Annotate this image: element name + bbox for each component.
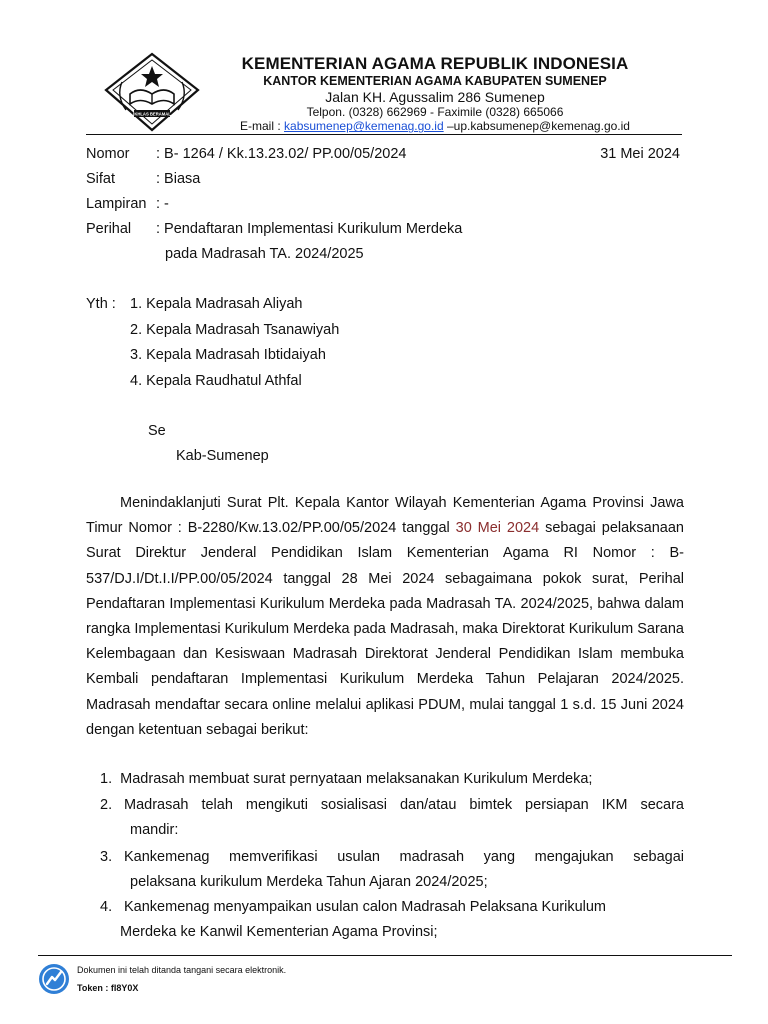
nomor-value: : B- 1264 / Kk.13.23.02/ PP.00/05/2024 bbox=[156, 146, 407, 162]
recipient-item: 4. Kepala Raudhatul Athfal bbox=[130, 373, 302, 389]
provision-item bbox=[100, 767, 684, 792]
perihal-value-2: pada Madrasah TA. 2024/2025 bbox=[165, 246, 364, 262]
provision-item bbox=[100, 845, 684, 895]
perihal-label: Perihal bbox=[86, 221, 132, 237]
recipient-item: 3. Kepala Madrasah Ibtidaiyah bbox=[130, 347, 326, 363]
provision-text-cont: mandir: bbox=[130, 822, 179, 839]
recipients-se: Se bbox=[148, 423, 166, 439]
letterhead-email bbox=[215, 119, 655, 133]
svg-text:IKHLAS BERAMAL: IKHLAS BERAMAL bbox=[133, 111, 171, 117]
provision-number: 1. bbox=[100, 771, 113, 787]
recipients-label: Yth : bbox=[86, 296, 116, 312]
letterhead-subtitle: KANTOR KEMENTERIAN AGAMA KABUPATEN SUMENEP bbox=[263, 74, 607, 89]
meta-nomor bbox=[86, 146, 406, 162]
meta-sifat bbox=[86, 171, 200, 187]
provision-item bbox=[100, 895, 684, 945]
lampiran-value: : - bbox=[156, 196, 169, 212]
recipient-item: 2. Kepala Madrasah Tsanawiyah bbox=[130, 322, 340, 338]
letterhead-divider bbox=[86, 134, 682, 135]
provision-text: Kankemenag memverifikasi usulan madrasah yang mengajukan sebagai bbox=[124, 849, 684, 865]
sifat-value: : Biasa bbox=[156, 171, 201, 187]
email-label: E-mail : bbox=[240, 119, 285, 134]
lampiran-label: Lampiran bbox=[86, 196, 147, 212]
body-highlight-date: 30 Mei 2024 bbox=[455, 520, 540, 537]
provision-number: 2. bbox=[100, 797, 113, 813]
provision-text-cont: pelaksana kurikulum Merdeka Tahun Ajaran 2024/2025; bbox=[130, 874, 488, 891]
body-paragraph bbox=[86, 491, 684, 743]
email-link[interactable]: kabsumenep@kemenag.go.id bbox=[284, 119, 444, 134]
letterhead-title: KEMENTERIAN AGAMA REPUBLIK INDONESIA bbox=[241, 54, 629, 73]
letterhead-phone: Telpon. (0328) 662969 - Faximile (0328) 665066 bbox=[306, 105, 564, 120]
ministry-logo bbox=[102, 52, 202, 132]
provision-text: Kankemenag menyampaikan usulan calon Madrasah Pelaksana Kurikulum bbox=[124, 899, 606, 915]
letter-date: 31 Mei 2024 bbox=[600, 146, 680, 162]
provision-text: Madrasah membuat surat pernyataan melaksanakan Kurikulum Merdeka; bbox=[120, 771, 593, 787]
letterhead-address: Jalan KH. Agussalim 286 Sumenep bbox=[325, 88, 545, 105]
provision-number: 3. bbox=[100, 849, 113, 865]
email-rest: –up.kabsumenep@kemenag.go.id bbox=[443, 119, 630, 134]
provision-number: 4. bbox=[100, 899, 113, 915]
provision-text: Madrasah telah mengikuti sosialisasi dan/atau bimtek persiapan IKM secara bbox=[124, 797, 684, 813]
provision-item bbox=[100, 793, 684, 843]
letterhead bbox=[215, 54, 655, 134]
footer-divider bbox=[38, 955, 732, 956]
provision-text-cont: Merdeka ke Kanwil Kementerian Agama Provinsi; bbox=[120, 924, 438, 941]
nomor-label: Nomor bbox=[86, 146, 130, 162]
meta-lampiran bbox=[86, 196, 169, 212]
sifat-label: Sifat bbox=[86, 171, 116, 187]
recipient-item: 1. Kepala Madrasah Aliyah bbox=[130, 296, 303, 312]
body-part-1: Menindaklanjuti Surat Plt. Kepala Kantor Wilayah Kementerian Agama Provinsi Jawa Timur Nomor : B-2280/Kw.13.02/PP.00/05/2024 tanggal bbox=[86, 495, 684, 537]
footer-note: Dokumen ini telah ditanda tangani secara elektronik. bbox=[77, 965, 287, 975]
body-part-2: sebagai pelaksanaan Surat Direktur Jenderal Pendidikan Islam Kementerian Agama RI Nomor : B-537/DJ.I/Dt.I.I/PP.00/05/2024 tanggal 28 Mei 2024 sebagaimana pokok surat, Perihal Pendaftaran Implementasi Kurikulum Merdeka pada Madrasah TA. 2024/2025, bahwa dalam rangka Implementasi Kurikulum Merdeka pada Madrasah, maka Direktorat Kurikulum Sarana Kelembagaan dan Kesiswaan Madrasah Direktorat Jenderal Pendidikan Islam membuka Kembali pendaftaran Implementasi Kurikulum Merdeka Tahun Pelajaran 2024/2025. Madrasah mendaftar secara online melalui aplikasi PDUM, mulai tanggal 1 s.d. 15 Juni 2024 dengan ketentuan sebagai berikut: bbox=[86, 520, 685, 738]
perihal-value-1: : Pendaftaran Implementasi Kurikulum Merdeka bbox=[156, 221, 463, 237]
bsre-signature-icon bbox=[38, 963, 70, 995]
footer-token: Token : fI8Y0X bbox=[77, 983, 139, 993]
meta-perihal bbox=[86, 221, 462, 237]
recipients-place: Kab-Sumenep bbox=[176, 448, 269, 464]
